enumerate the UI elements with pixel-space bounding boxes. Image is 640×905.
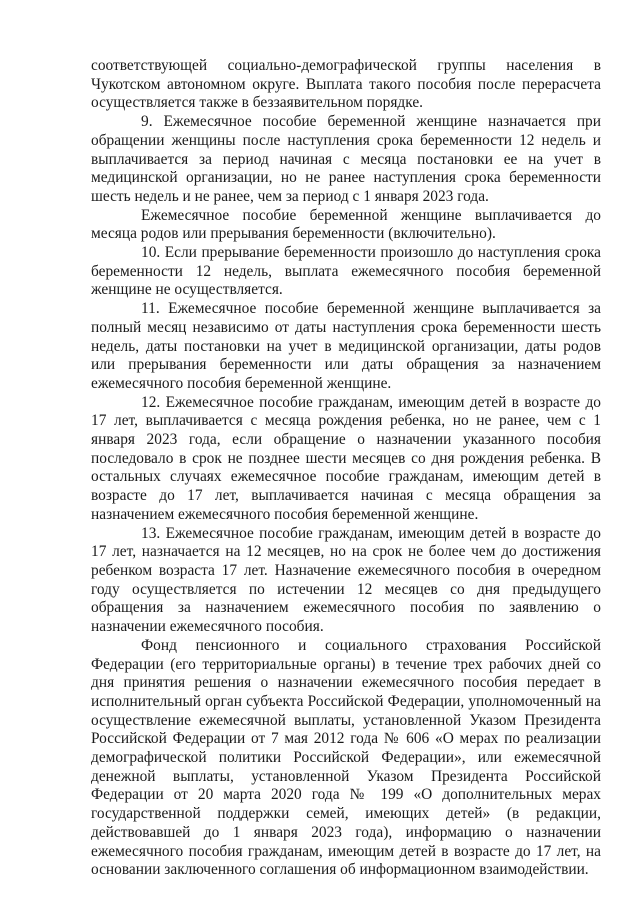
- paragraph-item-13: 13. Ежемесячное пособие гражданам, имеющим детей в возрасте до 17 лет, назначается на 12 месяцев, но на срок не более чем до достижения ребенком возраста 17 лет. Назначение ежемесячного пособия в очередном году осуществляется по истечении 12 месяцев со дня предыдущего обращения за назначением ежемесячного пособия по заявлению о назначении ежемесячного пособия.: [91, 524, 601, 636]
- document-page: [91, 57, 601, 880]
- paragraph-continuation: соответствующей социально-демографической группы населения в Чукотском автономном округе. Выплата такого пособия после перерасчета осуществляется также в беззаявительном порядке.: [91, 57, 601, 112]
- paragraph-item-9: 9. Ежемесячное пособие беременной женщине назначается при обращении женщины после наступления срока беременности 12 недель и выплачивается за период начиная с месяца постановки ее на учет в медицинской организации, но не ранее наступления срока беременности шесть недель и не ранее, чем за период с 1 января 2023 года.: [91, 113, 601, 205]
- paragraph-item-12: 12. Ежемесячное пособие гражданам, имеющим детей в возрасте до 17 лет, выплачивается с месяца рождения ребенка, но не ранее, чем с 1 января 2023 года, если обращение о назначении указанного пособия последовало в срок не позднее шести месяцев со дня рождения ребенка. В остальных случаях ежемесячное пособие гражданам, имеющим детей в возрасте до 17 лет, выплачивается начиная с месяца обращения за назначением ежемесячного пособия беременной женщине.: [91, 393, 601, 523]
- paragraph-item-11: 11. Ежемесячное пособие беременной женщине выплачивается за полный месяц независимо от даты наступления срока беременности шесть недель, даты постановки на учет в медицинской организации, даты родов или прерывания беременности или даты обращения за назначением ежемесячного пособия беременной женщине.: [91, 300, 601, 392]
- paragraph-item-13-fund: Фонд пенсионного и социального страхования Российской Федерации (его территориальные органы) в течение трех рабочих дней со дня принятия решения о назначении ежемесячного пособия передает в исполнительный орган субъекта Российской Федерации, уполномоченный на осуществление ежемесячной выплаты, установленной Указом Президента Российской Федерации от 7 мая 2012 года № 606 «О мерах по реализации демографической политики Российской Федерации», или ежемесячной денежной выплаты, установленной Указом Президента Российской Федерации от 20 марта 2020 года № 199 «О дополнительных мерах государственной поддержки семей, имеющих детей» (в редакции, действовавшей до 1 января 2023 года), информацию о назначении ежемесячного пособия гражданам, имеющим детей в возрасте до 17 лет, на основании заключенного соглашения об информационном взаимодействии.: [91, 636, 601, 879]
- paragraph-item-10: 10. Если прерывание беременности произошло до наступления срока беременности 12 недель, выплата ежемесячного пособия беременной женщине не осуществляется.: [91, 244, 601, 299]
- paragraph-item-9-payment-period: Ежемесячное пособие беременной женщине выплачивается до месяца родов или прерывания беременности (включительно).: [91, 206, 601, 243]
